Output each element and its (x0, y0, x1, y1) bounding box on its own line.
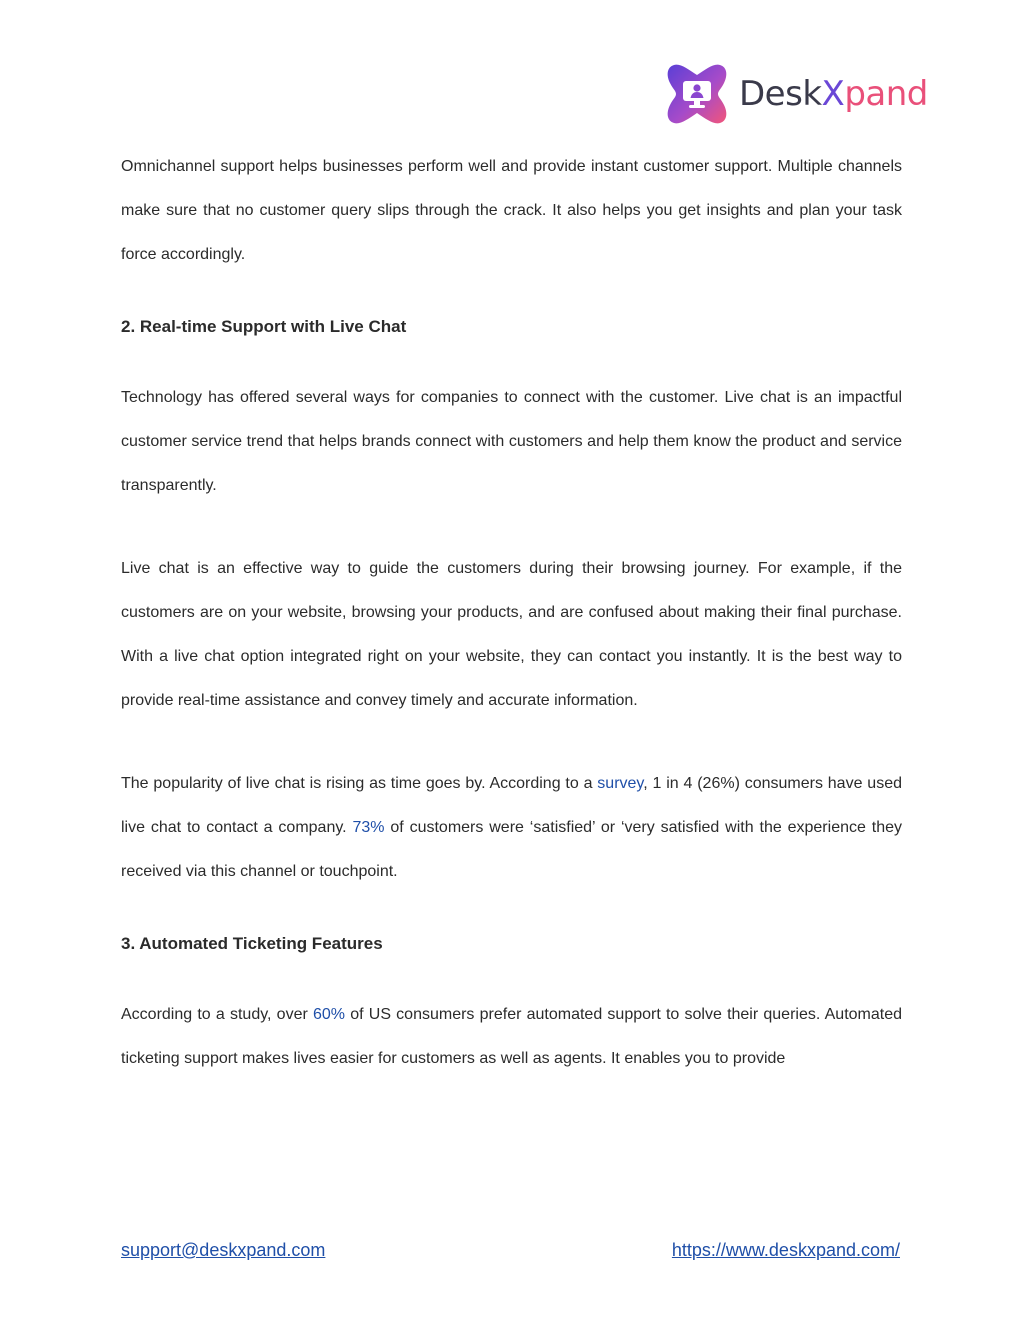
paragraph-technology: Technology has offered several ways for companies to connect with the customer. Live chat is an impactful customer service trend that helps brands connect with customers and help them know the product and service transparently. (121, 389, 902, 494)
text-segment: The popularity of live chat is rising as time goes by. According to a (121, 775, 598, 792)
brand-name-part2: X (821, 74, 845, 114)
text-segment: of customers were ‘satisfied’ or ‘very satisfied with the experience they received via this channel or touchpoint. (121, 819, 902, 880)
paragraph-automated-support (121, 993, 902, 1081)
support-email-link[interactable]: support@deskxpand.com (121, 1240, 326, 1260)
heading-live-chat: 2. Real-time Support with Live Chat (121, 317, 407, 336)
website-link[interactable]: https://www.deskxpand.com/ (671, 1240, 900, 1260)
paragraph-popularity (121, 762, 902, 894)
document-body (121, 145, 902, 1120)
brand-name-part1: Desk (739, 74, 822, 114)
text-segment: of US consumers prefer automated support to solve their queries. Automated ticketing support makes lives easier for customers as well as agents. It enables you to provide (121, 1006, 903, 1067)
paragraph-omnichannel: Omnichannel support helps businesses perform well and provide instant customer support. Multiple channels make sure that no customer query slips through the crack. It also helps you get insights and plan your task force accordingly. (121, 158, 902, 263)
page-footer (121, 1237, 900, 1263)
survey-link[interactable]: survey (597, 775, 644, 792)
us-consumers-stat-link[interactable]: 60% (313, 1006, 346, 1023)
satisfaction-stat-link[interactable]: 73% (352, 819, 385, 836)
text-segment: According to a study, over (121, 1006, 313, 1023)
brand-wordmark (739, 74, 928, 114)
brand-logo (664, 60, 928, 128)
paragraph-live-chat-guide: Live chat is an effective way to guide the customers during their browsing journey. For example, if the customers are on your website, browsing your products, and are confused about making their final purchase. With a live chat option integrated right on your website, they can contact you instantly. It is the best way to provide real-time assistance and convey timely and accurate information. (121, 560, 902, 709)
heading-automated-ticketing: 3. Automated Ticketing Features (121, 934, 383, 953)
brand-name-part3: pand (844, 74, 928, 114)
text-segment: , 1 in 4 (26%) consumers have used live chat to contact a company. (121, 775, 902, 836)
monitor-person-icon (664, 61, 730, 127)
